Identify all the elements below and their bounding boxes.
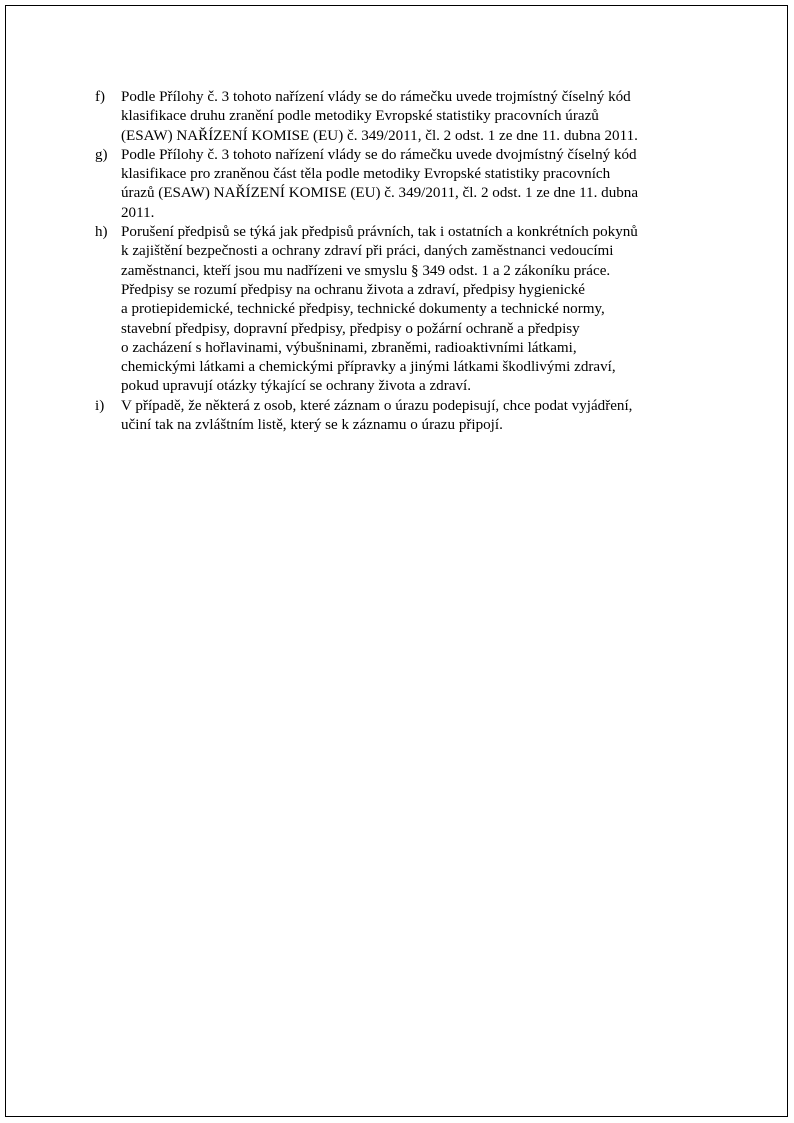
clause-line-text: o zacházení s hořlavinami, výbušninami, zbraněmi, radioaktivními látkami, (121, 339, 577, 356)
clause-line (121, 339, 716, 358)
clause-line (121, 262, 716, 281)
clause-line-text: 2011. (121, 204, 155, 221)
clause-marker-i: i) (95, 397, 105, 414)
clause-line (121, 377, 716, 396)
clause-line-text: pokud upravují otázky týkající se ochrany života a zdraví. (121, 378, 471, 395)
clause-line (121, 184, 716, 203)
clause-line-text: stavební předpisy, dopravní předpisy, předpisy o požární ochraně a předpisy (121, 320, 580, 337)
clause-line-text: a protiepidemické, technické předpisy, technické dokumenty a technické normy, (121, 301, 605, 318)
clause-line (121, 281, 716, 300)
clause-list (91, 88, 716, 435)
clause-line-text: Porušení předpisů se týká jak předpisů právních, tak i ostatních a konkrétních pokynů (121, 224, 638, 241)
clause-line-text: k zajištění bezpečnosti a ochrany zdraví při práci, daných zaměstnanci vedoucími (121, 243, 614, 260)
clause-line (121, 416, 716, 435)
clause-line (121, 358, 716, 377)
clause-item-f (91, 88, 716, 146)
clause-line-text: (ESAW) NAŘÍZENÍ KOMISE (EU) č. 349/2011, čl. 2 odst. 1 ze dne 11. dubna 2011. (121, 127, 638, 144)
clause-item-h (91, 223, 716, 397)
clause-line-text: klasifikace druhu zranění podle metodiky Evropské statistiky pracovních úrazů (121, 108, 599, 125)
clause-line (121, 204, 716, 223)
clause-line-text: V případě, že některá z osob, které záznam o úrazu podepisují, chce podat vyjádření, (121, 397, 633, 414)
clause-line-text: klasifikace pro zraněnou část těla podle metodiky Evropské statistiky pracovních (121, 166, 611, 183)
clause-item-g (91, 146, 716, 223)
clause-marker-g: g) (95, 146, 108, 163)
clause-line (121, 165, 716, 184)
clause-line (121, 320, 716, 339)
clause-line-text: úrazů (ESAW) NAŘÍZENÍ KOMISE (EU) č. 349/2011, čl. 2 odst. 1 ze dne 11. dubna (121, 185, 639, 202)
clause-line (121, 127, 716, 146)
clause-text-f (121, 88, 716, 146)
clause-line-text: zaměstnanci, kteří jsou mu nadřízeni ve smyslu § 349 odst. 1 a 2 zákoníku práce. (121, 262, 611, 279)
clause-line (121, 107, 716, 126)
clause-line (121, 300, 716, 319)
clause-line-text: Podle Přílohy č. 3 tohoto nařízení vlády se do rámečku uvede trojmístný číselný kód (121, 89, 631, 105)
clause-line (121, 88, 716, 107)
document-page (5, 5, 788, 1117)
document-body (91, 88, 716, 435)
clause-line (121, 397, 716, 416)
clause-text-g (121, 146, 716, 223)
clause-line-text: Podle Přílohy č. 3 tohoto nařízení vlády se do rámečku uvede dvojmístný číselný kód (121, 146, 637, 163)
clause-line (121, 223, 716, 242)
clause-text-i (121, 397, 716, 436)
clause-marker-h: h) (95, 224, 108, 241)
clause-item-i (91, 397, 716, 436)
clause-marker-f: f) (95, 89, 106, 105)
clause-line-text: Předpisy se rozumí předpisy na ochranu života a zdraví, předpisy hygienické (121, 281, 585, 298)
clause-line (121, 242, 716, 261)
clause-line (121, 146, 716, 165)
clause-line-text: učiní tak na zvláštním listě, který se k záznamu o úrazu připojí. (121, 417, 503, 434)
clause-text-h (121, 223, 716, 397)
clause-line-text: chemickými látkami a chemickými přípravky a jinými látkami škodlivými zdraví, (121, 359, 616, 376)
